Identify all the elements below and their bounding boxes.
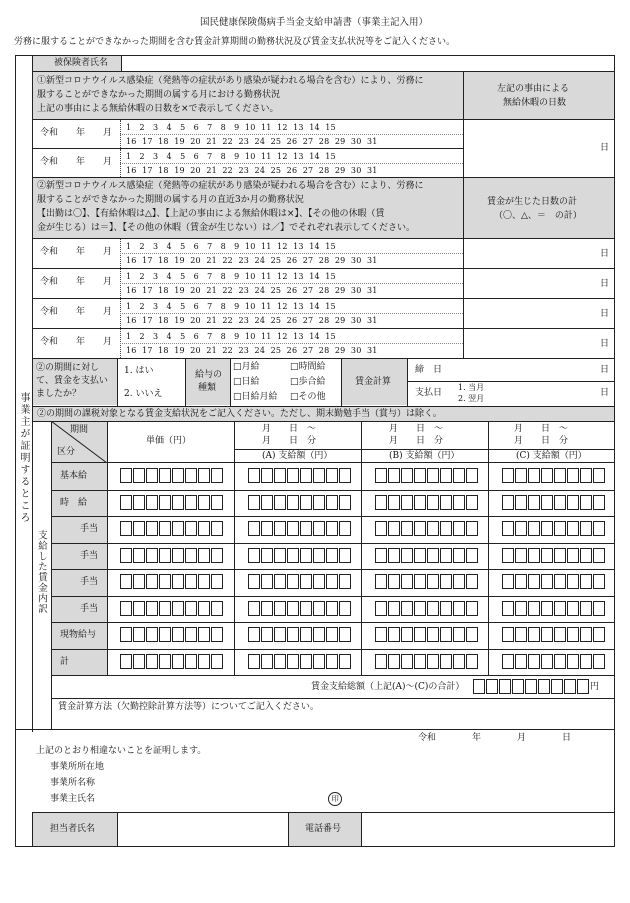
office-address-label: 事業所所在地 xyxy=(50,762,105,772)
cert-statement: 上記のとおり相違ないことを証明します。 xyxy=(36,746,207,756)
col-c-header: (C) 支給額（円） xyxy=(516,451,587,461)
cert-date[interactable]: 令和 年 月 日 xyxy=(418,733,572,743)
section1-days-unit: 日 xyxy=(600,143,610,153)
unit-price-cells[interactable] xyxy=(120,468,224,483)
amount-b-cells[interactable] xyxy=(375,654,479,669)
col-b-header: (B) 支給額（円） xyxy=(389,451,460,461)
wage-row-label: 手当 xyxy=(80,524,99,534)
amount-b-cells[interactable] xyxy=(375,468,479,483)
unit-price-cells[interactable] xyxy=(120,574,224,589)
amount-a-cells[interactable] xyxy=(248,654,352,669)
calc-method-label: 賃金計算方法（欠勤控除計算方法等）についてご記入ください。 xyxy=(58,702,319,712)
amount-a-cells[interactable] xyxy=(248,574,352,589)
wage-group-label: 支給した賃金内訳 xyxy=(36,530,47,614)
amount-c-cells[interactable] xyxy=(502,521,606,536)
seal-mark: 印 xyxy=(328,792,342,806)
unit-price-header: 単価（円） xyxy=(146,436,192,446)
amount-a-cells[interactable] xyxy=(248,601,352,616)
col-a-header: (A) 支給額（円） xyxy=(262,451,333,461)
amount-a-cells[interactable] xyxy=(248,627,352,642)
amount-b-cells[interactable] xyxy=(375,627,479,642)
phone-field[interactable] xyxy=(362,813,614,846)
amount-b-cells[interactable] xyxy=(375,495,479,510)
wage-note: ②の期間の課税対象となる賃金支給状況をご記入ください。ただし、期末勤勉手当（賞与）は除く。 xyxy=(37,409,442,419)
amount-c-cells[interactable] xyxy=(502,495,606,510)
amount-b-cells[interactable] xyxy=(375,601,479,616)
phone-label: 電話番号 xyxy=(305,824,342,834)
wage-row-label: 基本給 xyxy=(60,471,88,481)
unit-price-cells[interactable] xyxy=(120,548,224,563)
insured-name-label: 被保険者氏名 xyxy=(54,58,109,68)
wage-row-label: 手当 xyxy=(80,551,99,561)
payday-label: 支払日 xyxy=(415,388,443,398)
unit-price-cells[interactable] xyxy=(120,601,224,616)
insured-name-field[interactable] xyxy=(121,55,615,71)
period-header: 期間 xyxy=(70,425,89,435)
amount-c-cells[interactable] xyxy=(502,468,606,483)
option-no[interactable]: 2. いいえ xyxy=(124,389,163,399)
owner-name-label: 事業主氏名 xyxy=(50,794,96,804)
amount-a-cells[interactable] xyxy=(248,521,352,536)
amount-a-cells[interactable] xyxy=(248,468,352,483)
side-label: 事業主が証明するところ xyxy=(18,392,29,524)
amount-a-cells[interactable] xyxy=(248,548,352,563)
form-title: 国民健康保険傷病手当金支給申請書（事業主記入用） xyxy=(200,17,429,28)
total-label: 賃金支給総額（上記(A)～(C)の合計） xyxy=(311,682,465,692)
cutoff-label: 締 日 xyxy=(415,365,443,375)
amount-c-cells[interactable] xyxy=(502,627,606,642)
amount-c-cells[interactable] xyxy=(502,574,606,589)
staff-name-label: 担当者氏名 xyxy=(50,824,96,834)
amount-a-cells[interactable] xyxy=(248,495,352,510)
amount-b-cells[interactable] xyxy=(375,521,479,536)
category-header: 区分 xyxy=(57,447,76,457)
amount-c-cells[interactable] xyxy=(502,601,606,616)
total-amount-cells[interactable] xyxy=(473,679,590,694)
unit-price-cells[interactable] xyxy=(120,654,224,669)
intro-text: 労務に服することができなかった期間を含む賃金計算期間の勤務状況及び賃金支払状況等をご記入ください。 xyxy=(14,37,456,47)
unit-price-cells[interactable] xyxy=(120,521,224,536)
wage-row-label: 現物給与 xyxy=(60,630,97,640)
amount-b-cells[interactable] xyxy=(375,574,479,589)
office-name-label: 事業所名称 xyxy=(50,778,96,788)
amount-c-cells[interactable] xyxy=(502,654,606,669)
amount-c-cells[interactable] xyxy=(502,548,606,563)
calc-label: 賃金計算 xyxy=(355,377,392,387)
amount-b-cells[interactable] xyxy=(375,548,479,563)
wage-row-label: 計 xyxy=(60,657,70,667)
wage-row-label: 手当 xyxy=(80,577,99,587)
calc-method-field[interactable] xyxy=(52,714,614,728)
staff-name-field[interactable] xyxy=(118,813,288,846)
unit-price-cells[interactable] xyxy=(120,627,224,642)
wage-row-label: 時 給 xyxy=(60,498,88,508)
cutoff-unit: 日 xyxy=(600,365,610,375)
option-yes[interactable]: 1. はい xyxy=(124,366,154,376)
unit-price-cells[interactable] xyxy=(120,495,224,510)
wage-row-label: 手当 xyxy=(80,604,99,614)
payday-unit: 日 xyxy=(600,388,610,398)
total-unit: 円 xyxy=(590,682,600,692)
